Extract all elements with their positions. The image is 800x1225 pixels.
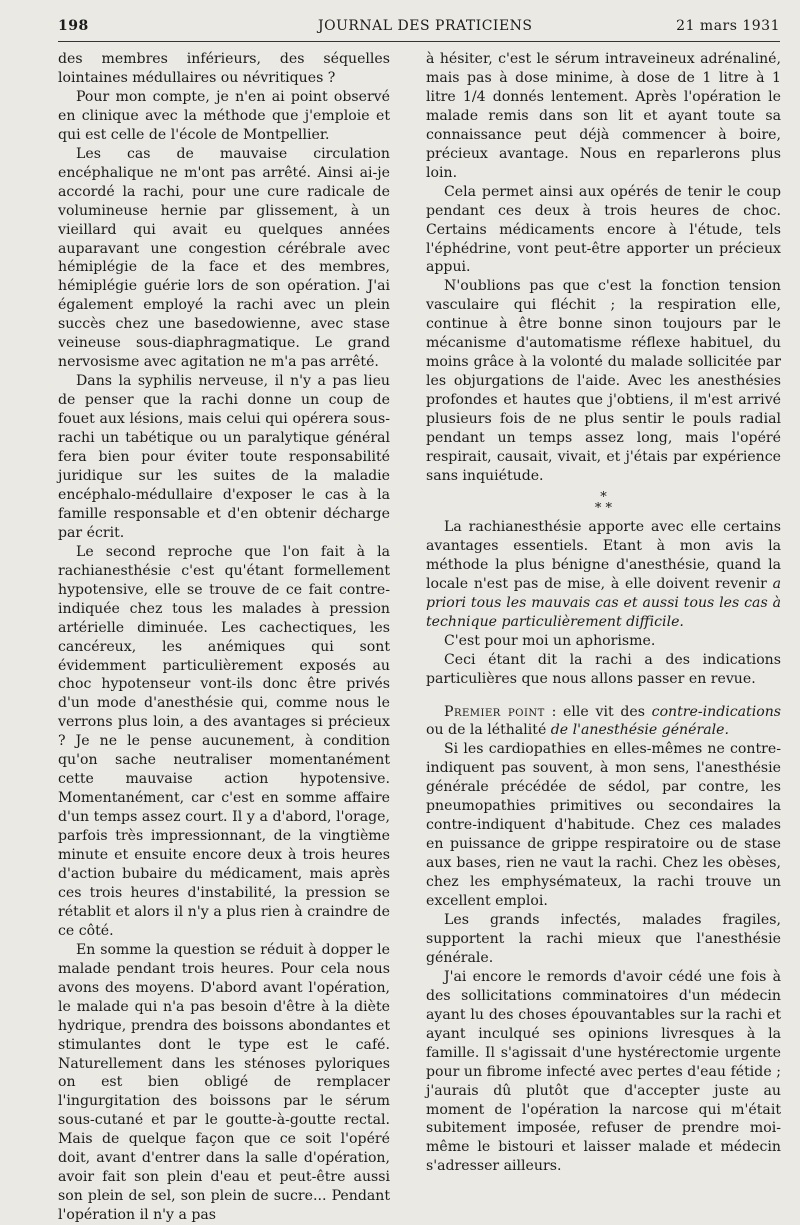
paragraph: Les grands infectés, malades fragiles, supportent la rachi mieux que l'anesthésie générale. [426,911,781,966]
page-header [58,18,780,40]
section-separator [426,489,781,516]
paragraph-text: ou de la léthalité [426,722,551,739]
spacer [426,689,781,703]
paragraph: Si les cardiopathies en elles-mêmes ne contre-indiquent pas souvent, à mon sens, l'anesthésie générale précédée de sédol, par contre, les pneumopathies primitives ou secondaires la contre-indiquent d'habitude. Chez ces malades en puissance de grippe respiratoire ou de stase aux bases, rien ne vaut la rachi. Chez les obèses, chez les emphysémateux, la rachi trouve un excellent emploi. [426,741,781,910]
paragraph [426,703,781,741]
paragraph-text: La rachianesthésie apporte avec elle certains avantages essentiels. Etant à mon avis la méthode la plus bénigne d'anesthésie, quand la locale n'est pas de mise, à elle doivent revenir [426,518,781,592]
paragraph-text: : elle vit des [544,703,652,720]
paragraph: Cela permet ainsi aux opérés de tenir le coup pendant ces deux à trois heures de choc. Certains médicaments encore à l'étude, tels l'éphédrine, vont peut-être apporter un précieux appui. [426,183,781,276]
paragraph: C'est pour moi un aphorisme. [444,632,656,649]
paragraph: à hésiter, c'est le sérum intraveineux adrénaliné, mais pas à dose minime, à dose de 1 litre à 1 litre 1/4 donnés lentement. Après l'opération le malade remis dans son lit et ayant toute sa connaissance peut déjà commencer à boire, précieux avantage. Nous en reparlerons plus loin. [426,51,781,181]
separator-star-top: * [600,489,607,505]
italic-text: contre-indications [651,703,782,720]
paragraph: Les cas de mauvaise circulation encéphalique ne m'ont pas arrêté. Ainsi ai-je accordé la rachi, pour une cure radicale de volumineuse hernie par glissement, à un vieillard qui avait eu quelques années auparavant une congestion cérébrale avec hémiplégie de la face et des membres, hémiplégie guérie lors de son opération. J'ai également employé la rachi avec un plein succès chez une basedowienne, avec stase veineuse sous-diaphragmatique. Le grand nervosisme avec agitation ne m'a pas arrêté. [58,145,390,371]
paragraph: des membres inférieurs, des séquelles lointaines médullaires ou névritiques ? [58,51,390,86]
paragraph: En somme la question se réduit à dopper le malade pendant trois heures. Pour cela nous avons des moyens. D'abord avant l'opération, le malade qui n'a pas besoin d'être à la diète hydrique, prendra des boissons abondantes et stimulantes dont le type est le café. Naturellement dans les sténoses pyloriques on est bien obligé de remplacer l'ingurgitation des boissons par le sérum sous-cutané et par le goutte-à-goutte rectal. Mais de quelque façon que ce soit l'opéré doit, avant d'entrer dans la salle d'opération, avoir fait son plein d'eau et peut-être aussi son plein de sel, son plein de sucre... Pendant l'opération il n'y a pas [58,941,390,1224]
italic-text: de l'anesthésie générale. [550,722,729,739]
paragraph: Le second reproche que l'on fait à la rachianesthésie c'est qu'étant formellement hypotensive, elle se trouve de ce fait contre-indiquée chez tous les malades à pression artérielle diminuée. Les cachectiques, les cancéreux, les anémiques qui sont évidemment particulièrement exposés au choc hypotenseur vont-ils donc être privés d'un mode d'anesthésie qui, comme nous le verrons plus loin, a des avantages si précieux ? Je ne le pense aucunement, à condition qu'on sache neutraliser momentanément cette mauvaise action hypotensive. Momentanément, car c'est en somme affaire d'un temps assez court. Il y a d'abord, l'orage, parfois très impressionnant, de la vingtième minute et ensuite encore deux à trois heures d'action bubaire du médicament, mais après ces trois heures d'instabilité, la pression se rétablit et alors il n'y a plus rien à craindre de ce côté. [58,543,390,939]
separator-stars-bottom: * * [594,500,613,516]
header-rule [58,41,780,42]
italic-text: a priori tous les mauvais cas et aussi tous les cas à technique particulièrement difficile. [426,575,781,630]
paragraph: N'oublions pas que c'est la fonction tension vasculaire qui fléchit ; la respiration elle, continue à être bonne sinon toujours par le mécanisme d'automatisme réflexe habituel, du moins grâce à la volonté du malade sollicitée par les objurgations de l'aide. Avec les anesthésies profondes et hautes que j'obtiens, il m'est arrivé plusieurs fois de ne plus sentir le pouls radial pendant un temps assez long, mais l'opéré respirait, causait, vivait, et j'étais par expérience sans inquiétude. [426,278,781,484]
right-column [426,50,781,1176]
issue-date: 21 mars 1931 [676,18,780,34]
paragraph [426,518,781,632]
left-column [58,50,390,1225]
paragraph: Ceci étant dit la rachi a des indications particulières que nous allons passer en revue. [426,651,781,687]
paragraph: Dans la syphilis nerveuse, il n'y a pas lieu de penser que la rachi donne un coup de fouet aux lésions, mais celui qui opérera sous-rachi un tabétique ou un paralytique général fera bien pour éviter toute responsabilité juridique sur les suites de la maladie encéphalo-médullaire d'exposer le cas à la famille responsable et d'en obtenir décharge par écrit. [58,373,390,541]
section-lead: Premier point [444,703,545,720]
paragraph: Pour mon compte, je n'en ai point observé en clinique avec la méthode que j'emploie et qui est celle de l'école de Montpellier. [58,88,390,143]
paragraph: J'ai encore le remords d'avoir cédé une fois à des sollicitations comminatoires d'un médecin ayant lu des choses épouvantables sur la rachi et ayant inculqué ses opinions livresques à la famille. Il s'agissait d'une hystérectomie urgente pour un fibrome infecté avec pertes d'eau fétide ; j'aurais dû plutôt que d'accepter juste au moment de l'opération la narcose qui m'était subitement imposée, refuser de prendre moi-même le bistouri et laisser malade et médecin s'adresser ailleurs. [426,968,781,1175]
page-number: 198 [58,18,89,34]
journal-title: JOURNAL DES PRATICIENS [318,18,533,34]
